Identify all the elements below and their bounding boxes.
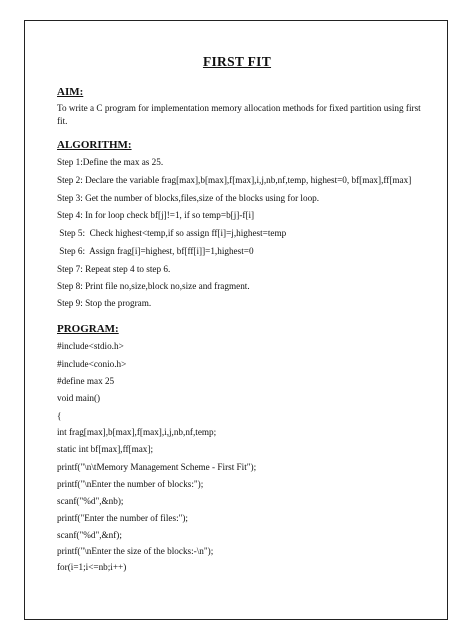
algorithm-step: Step 2: Declare the variable frag[max],b[max],f[max],i,j,nb,nf,temp, highest=0, bf[max],ff[max] [57, 175, 412, 185]
algorithm-step: Step 8: Print file no,size,block no,size and fragment. [57, 281, 250, 291]
code-line: #define max 25 [57, 376, 115, 386]
code-line: for(i=1;i<=nb;i++) [57, 562, 127, 572]
code-line: static int bf[max],ff[max]; [57, 444, 154, 454]
algorithm-step: Step 5: Check highest<temp,if so assign ff[i]=j,highest=temp [57, 228, 287, 238]
algorithm-step: Step 7: Repeat step 4 to step 6. [57, 264, 171, 274]
algorithm-heading: ALGORITHM: [57, 139, 132, 151]
algorithm-step: Step 4: In for loop check bf[j]!=1, if so temp=b[j]-f[i] [57, 210, 255, 220]
code-line: #include<conio.h> [57, 359, 127, 369]
algorithm-step: Step 6: Assign frag[i]=highest, bf[ff[i]]=1,highest=0 [57, 246, 254, 256]
code-line: { [57, 411, 62, 421]
program-heading: PROGRAM: [57, 323, 119, 335]
code-line: void main() [57, 393, 101, 403]
code-line: printf("Enter the number of files:"); [57, 513, 188, 523]
code-line: #include<stdio.h> [57, 341, 124, 351]
aim-heading: AIM: [57, 86, 84, 98]
code-line: scanf("%d",&nf); [57, 530, 122, 540]
code-line: scanf("%d",&nb); [57, 496, 124, 506]
algorithm-step: Step 9: Stop the program. [57, 298, 152, 308]
algorithm-step: Step 3: Get the number of blocks,files,size of the blocks using for loop. [57, 193, 320, 203]
code-line: printf("\nEnter the size of the blocks:-\n"); [57, 546, 214, 556]
algorithm-step: Step 1:Define the max as 25. [57, 157, 164, 167]
aim-text: To write a C program for implementation memory allocation methods for fixed partition using first fit. [57, 103, 421, 126]
document-title: FIRST FIT [202, 54, 272, 69]
code-line: printf("\n\tMemory Management Scheme - First Fit"); [57, 462, 257, 472]
code-line: printf("\nEnter the number of blocks:"); [57, 479, 204, 489]
code-line: int frag[max],b[max],f[max],i,j,nb,nf,temp; [57, 427, 217, 437]
